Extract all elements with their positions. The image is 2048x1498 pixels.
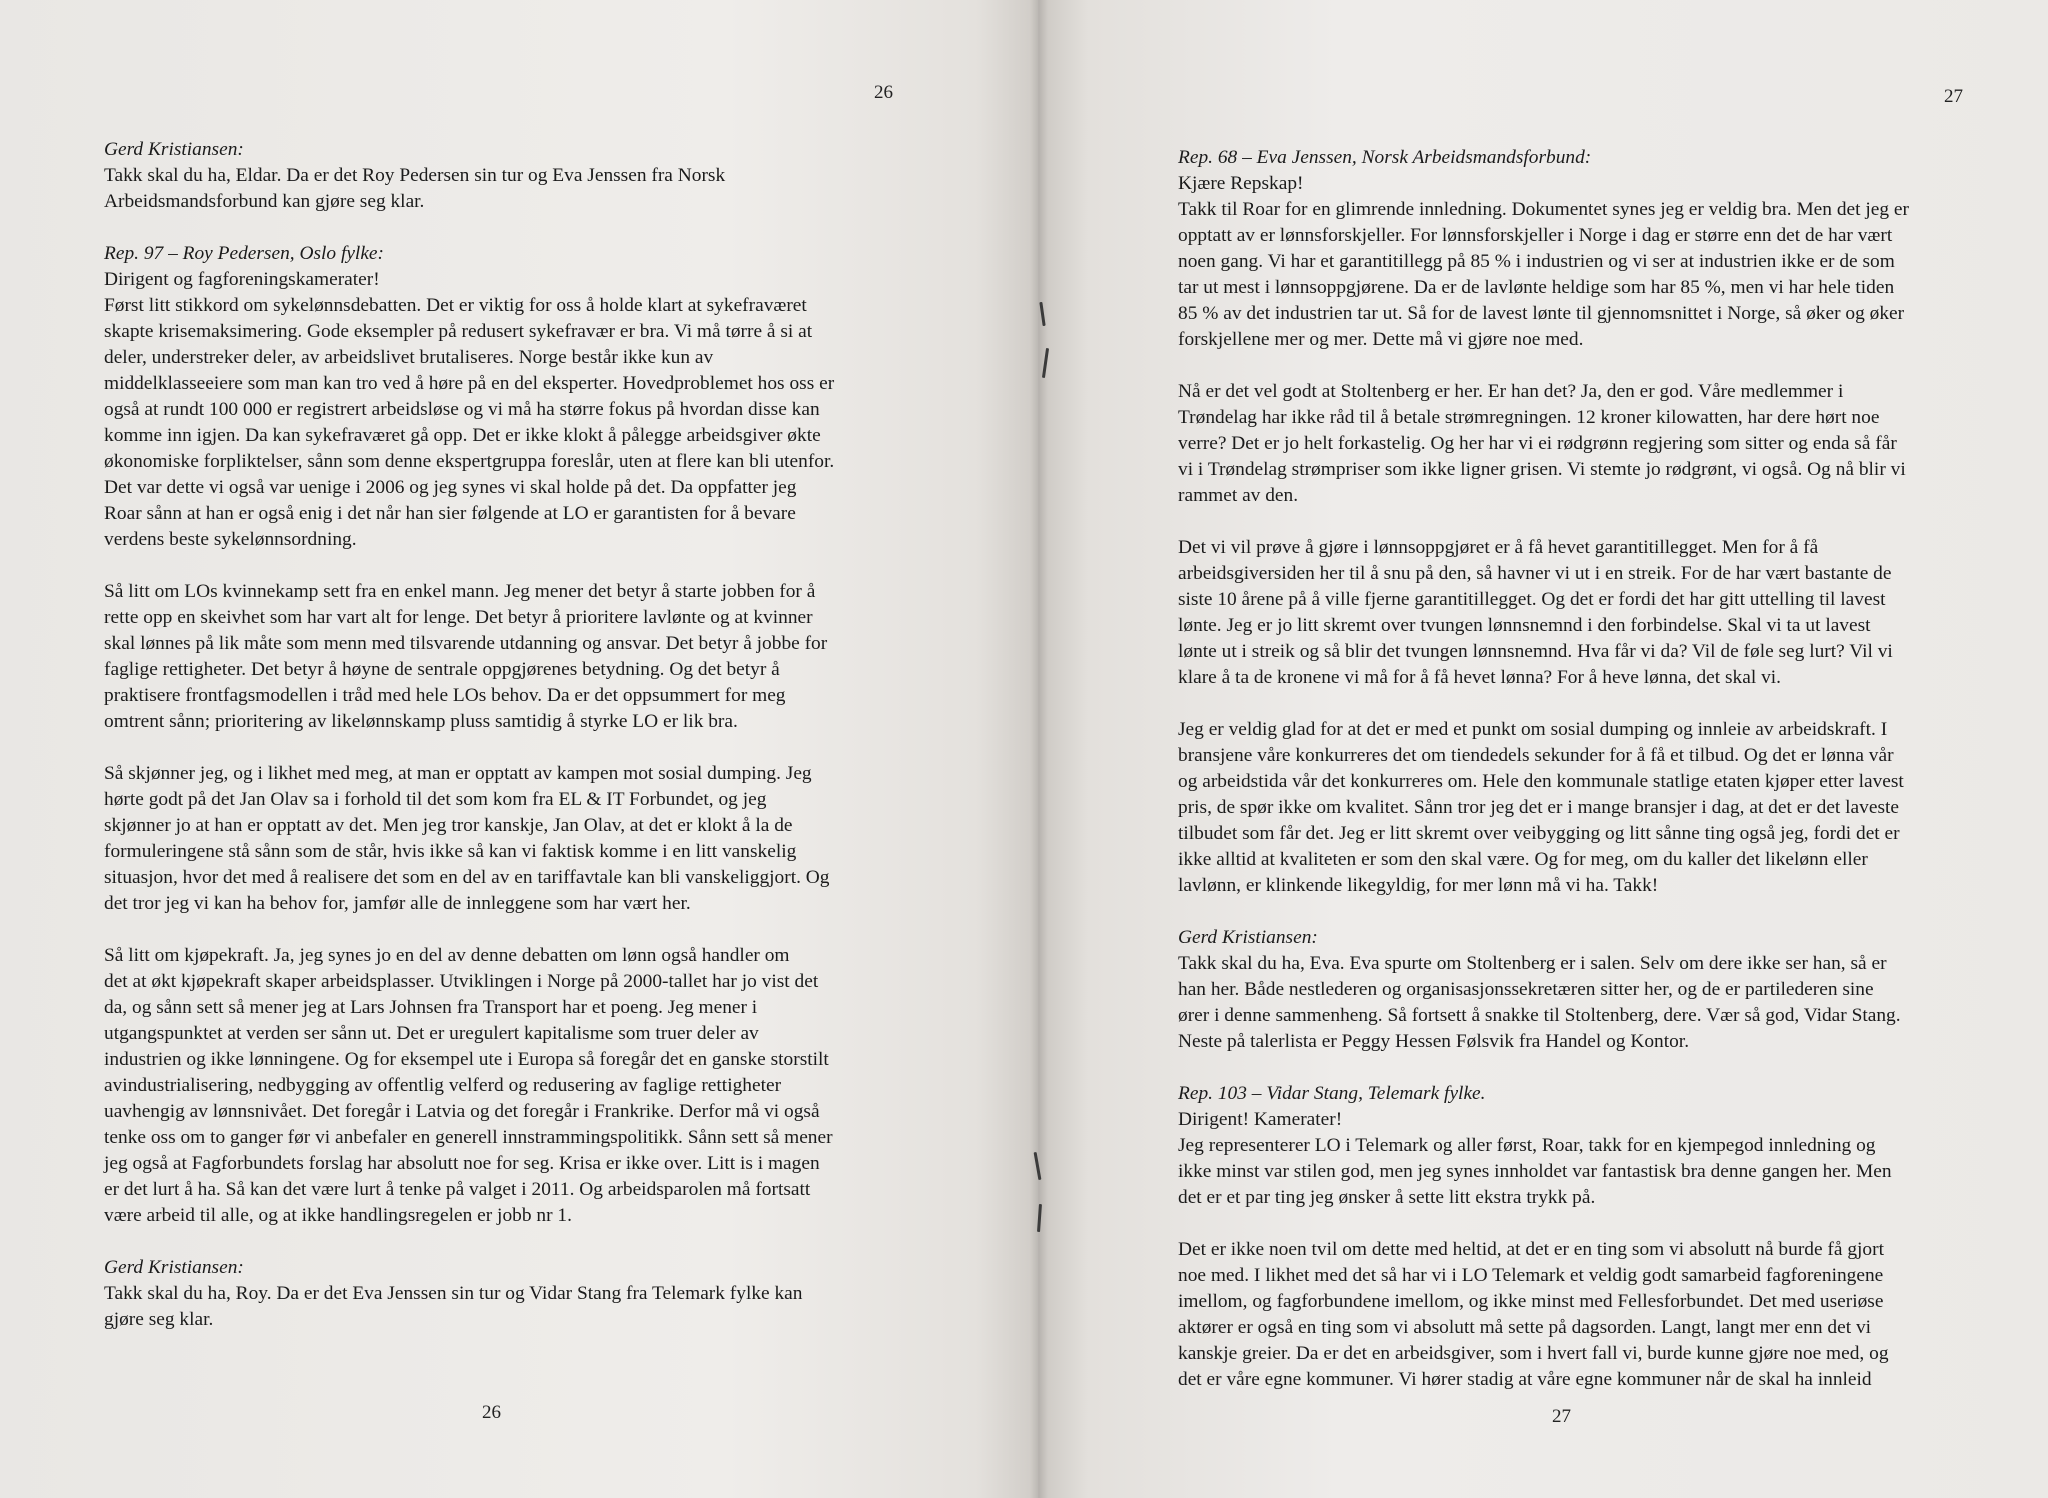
text-line: tilbudet som får det. Jeg er litt skremt over veibygging og litt sånne ting også jeg, fordi det er: [1178, 823, 1900, 844]
text-line: bransjene våre konkurreres det om tiendedels sekunder for å få et tilbud. Og det er lønna vår: [1178, 745, 1894, 766]
text-line: Det er ikke noen tvil om dette med heltid, at det er en ting som vi absolutt nå burde få gjort: [1178, 1239, 1884, 1260]
paragraph: [1178, 535, 1909, 691]
book-gutter: [1030, 0, 1048, 1498]
speaker-heading: Rep. 103 – Vidar Stang, Telemark fylke.: [1178, 1083, 1486, 1104]
text-line: lønte. Jeg er jo litt skremt over tvungen lønnsnemnd i den forbindelse. Skal vi ta ut lavest: [1178, 615, 1871, 636]
text-line: forskjellene mer og mer. Dette må vi gjøre noe med.: [1178, 329, 1584, 350]
paragraph: [104, 241, 834, 553]
text-line: utgangspunktet at verden ser sånn ut. Det er uregulert kapitalisme som truer deler av: [104, 1023, 759, 1044]
paragraph: [104, 579, 834, 735]
right-page: [1038, 0, 2048, 1498]
text-line: avindustrialisering, nedbygging av offentlig velferd og redusering av faglige rettigheter: [104, 1075, 782, 1096]
speaker-heading: Gerd Kristiansen:: [104, 139, 244, 160]
text-line: tenke oss om to ganger før vi anbefaler en generell innstrammingspolitikk. Sånn sett så mener: [104, 1127, 833, 1148]
text-line: Jeg representerer LO i Telemark og aller først, Roar, takk for en kjempegod innledning og: [1178, 1135, 1876, 1156]
text-line: ører i denne sammenheng. Så fortsett å snakke til Stoltenberg, dere. Vær så god, Vidar Stang.: [1178, 1005, 1901, 1026]
text-line: Trøndelag har ikke råd til å betale strømregningen. 12 kroner kilowatten, har dere hørt noe: [1178, 407, 1880, 428]
text-line: det er et par ting jeg ønsker å sette litt ekstra trykk på.: [1178, 1187, 1596, 1208]
text-line: aktører er også en ting som vi absolutt må sette på dagsorden. Langt, langt mer enn det vi: [1178, 1317, 1872, 1338]
text-line: Det var dette vi også var uenige i 2006 og jeg synes vi skal holde på det. Da oppfatter jeg: [104, 477, 797, 498]
text-line: ikke minst var stilen god, men jeg synes innholdet var fantastisk bra denne gangen her. Men: [1178, 1161, 1892, 1182]
text-line: 85 % av det industrien tar ut. Så for de lavest lønte til gjennomsnittet i Norge, så øker og øker: [1178, 303, 1905, 324]
text-line: deler, understreker deler, av arbeidslivet brutaliseres. Norge består ikke kun av: [104, 347, 714, 368]
text-line: komme inn igjen. Da kan sykefraværet gå opp. Det er ikke klokt å pålegge arbeidsgiver økte: [104, 425, 821, 446]
text-line: Takk skal du ha, Eldar. Da er det Roy Pedersen sin tur og Eva Jenssen fra Norsk: [104, 165, 726, 186]
text-line: kanskje greier. Da er det en arbeidsgiver, som i hvert fall vi, burde kunne gjøre noe med, og: [1178, 1343, 1889, 1364]
text-line: Arbeidsmandsforbund kan gjøre seg klar.: [104, 191, 425, 212]
text-line: Takk til Roar for en glimrende innledning. Dokumentet synes jeg er veldig bra. Men det jeg er: [1178, 199, 1909, 220]
text-line: Dirigent! Kamerater!: [1178, 1109, 1343, 1130]
text-line: uavhengig av lønnsnivået. Det foregår i Latvia og det foregår i Frankrike. Derfor må vi også: [104, 1101, 820, 1122]
text-line: han her. Både nestlederen og organisasjonssekretæren sitter her, og de er partilederen sine: [1178, 979, 1874, 1000]
text-line: faglige rettigheter. Det betyr å høyne de sentrale oppgjørenes betydning. Og det betyr å: [104, 659, 780, 680]
text-line: noen gang. Vi har et garantitillegg på 85 % i industrien og vi ser at industrien ikke er de som: [1178, 251, 1895, 272]
text-line: Roar sånn at han er også enig i det når han sier følgende at LO er garantisten for å bevare: [104, 503, 796, 524]
text-line: praktisere frontfagsmodellen i tråd med hele LOs behov. Da er det oppsummert for meg: [104, 685, 786, 706]
text-line: Takk skal du ha, Eva. Eva spurte om Stoltenberg er i salen. Selv om dere ikke ser han, så er: [1178, 953, 1887, 974]
text-line: gjøre seg klar.: [104, 1309, 214, 1330]
paragraph: [1178, 1081, 1909, 1211]
text-line: også at rundt 100 000 er registrert arbeidsløse og vi må ha større fokus på hvordan disse kan: [104, 399, 820, 420]
text-line: være arbeid til alle, og at ikke handlingsregelen er jobb nr 1.: [104, 1205, 572, 1226]
page-number-top: 26: [874, 82, 893, 103]
speaker-heading: Rep. 97 – Roy Pedersen, Oslo fylke:: [104, 243, 384, 264]
text-line: er det lurt å ha. Så kan det være lurt å tenke på valget i 2011. Og arbeidsparolen må fortsatt: [104, 1179, 811, 1200]
paragraph: [1178, 379, 1909, 509]
text-line: verre? Det er jo helt forkastelig. Og her har vi ei rødgrønn regjering som sitter og enda så får: [1178, 433, 1897, 454]
paragraph: [1178, 925, 1909, 1055]
page-number-top: 27: [1944, 86, 1963, 107]
text-line: Jeg er veldig glad for at det er med et punkt om sosial dumping og innleie av arbeidskraft. I: [1178, 719, 1888, 740]
text-line: Så litt om LOs kvinnekamp sett fra en enkel mann. Jeg mener det betyr å starte jobben for å: [104, 581, 816, 602]
text-line: økonomiske forpliktelser, sånn som denne ekspertgruppa foreslår, uten at flere kan bli utenfor.: [104, 451, 835, 472]
text-line: omtrent sånn; prioritering av likelønnskamp pluss samtidig å styrke LO er lik bra.: [104, 711, 738, 732]
text-line: Neste på talerlista er Peggy Hessen Følsvik fra Handel og Kontor.: [1178, 1031, 1690, 1052]
text-line: klare å ta de kronene vi må for å få hevet lønna? For å heve lønna, det skal vi.: [1178, 667, 1782, 688]
left-page-text: [104, 137, 834, 1333]
text-line: verdens beste sykelønnsordning.: [104, 529, 357, 550]
text-line: vi i Trøndelag strømpriser som ikke ligner grisen. Vi stemte jo rødgrønt, vi også. Og nå blir vi: [1178, 459, 1906, 480]
speaker-heading: Gerd Kristiansen:: [1178, 927, 1318, 948]
text-line: Først litt stikkord om sykelønnsdebatten. Det er viktig for oss å holde klart at sykefraværet: [104, 295, 807, 316]
text-line: ikke alltid at kvaliteten er som den skal være. Og for meg, om du kaller det likelønn eller: [1178, 849, 1868, 870]
speaker-heading: Rep. 68 – Eva Jenssen, Norsk Arbeidsmandsforbund:: [1178, 147, 1592, 168]
text-line: da, og sånn sett så mener jeg at Lars Johnsen fra Transport har et poeng. Jeg mener i: [104, 997, 758, 1018]
paragraph: [1178, 145, 1909, 353]
text-line: det at økt kjøpekraft skaper arbeidsplasser. Utviklingen i Norge på 2000-tallet har jo vist det: [104, 971, 819, 992]
text-line: skal lønnes på lik måte som menn med tilsvarende utdanning og ansvar. Det betyr å jobbe for: [104, 633, 828, 654]
text-line: hørte godt på det Jan Olav sa i forhold til det som kom fra EL & IT Forbundet, og jeg: [104, 789, 767, 810]
text-line: rammet av den.: [1178, 485, 1299, 506]
text-line: Det vi vil prøve å gjøre i lønnsoppgjøret er å få hevet garantitillegget. Men for å få: [1178, 537, 1819, 558]
text-line: skjønner jo at han er opptatt av det. Men jeg tror kanskje, Jan Olav, at det er klokt å la de: [104, 815, 793, 836]
speaker-heading: Gerd Kristiansen:: [104, 1257, 244, 1278]
text-line: det er våre egne kommuner. Vi hører stadig at våre egne kommuner når de skal ha innleid: [1178, 1369, 1872, 1390]
paragraph: [104, 137, 834, 215]
text-line: Kjære Repskap!: [1178, 173, 1304, 194]
paragraph: [104, 761, 834, 917]
text-line: siste 10 årene på å ville fjerne garantitillegget. Og det er fordi det har gitt uttelling til lavest: [1178, 589, 1886, 610]
text-line: lønte ut i streik og så blir det tvungen lønnsnemnd. Hva får vi da? Vil de føle seg lurt? Vil vi: [1178, 641, 1893, 662]
page-number-bottom: 26: [482, 1402, 501, 1423]
text-line: rette opp en skeivhet som har vart alt for lenge. Det betyr å prioritere lavlønte og at kvinner: [104, 607, 813, 628]
text-line: imellom, og fagforbundene imellom, og ikke minst med Fellesforbundet. Det med useriøse: [1178, 1291, 1884, 1312]
text-line: industrien og ikke lønningene. Og for eksempel ute i Europa så foregår det en ganske storstilt: [104, 1049, 829, 1070]
paragraph: [104, 943, 834, 1229]
text-line: situasjon, hvor det med å realisere det som en del av en tariffavtale kan bli vanskeliggjort. Og: [104, 867, 830, 888]
text-line: Dirigent og fagforeningskamerater!: [104, 269, 380, 290]
text-line: det tror jeg vi kan ha behov for, jamfør alle de innleggene som har vært her.: [104, 893, 691, 914]
paragraph: [1178, 717, 1909, 899]
page-number-bottom: 27: [1552, 1406, 1571, 1427]
text-line: lavlønn, er klinkende likegyldig, for mer lønn må vi ha. Takk!: [1178, 875, 1659, 896]
paragraph: [1178, 1237, 1909, 1393]
text-line: jeg også at Fagforbundets forslag har absolutt noe for seg. Krisa er ikke over. Litt is i magen: [104, 1153, 820, 1174]
text-line: skapte krisemaksimering. Gode eksempler på redusert sykefravær er bra. Vi må tørre å si at: [104, 321, 813, 342]
text-line: Nå er det vel godt at Stoltenberg er her. Er han det? Ja, den er god. Våre medlemmer i: [1178, 381, 1844, 402]
text-line: middelklasseeiere som man kan tro ved å høre på en del eksperter. Hovedproblemet hos oss er: [104, 373, 835, 394]
paragraph: [104, 1255, 834, 1333]
right-page-text: [1178, 145, 1909, 1393]
text-line: Takk skal du ha, Roy. Da er det Eva Jenssen sin tur og Vidar Stang fra Telemark fylke kan: [104, 1283, 803, 1304]
text-line: arbeidsgiversiden her til å snu på den, så havner vi ut i en streik. For de har vært bastante de: [1178, 563, 1892, 584]
text-line: pris, de spør ikke om kvalitet. Sånn tror jeg det er i mange bransjer i dag, at det er det laveste: [1178, 797, 1899, 818]
text-line: formuleringene stå sånn som de står, hvis ikke så kan vi faktisk komme i en litt vanskelig: [104, 841, 797, 862]
text-line: Så skjønner jeg, og i likhet med meg, at man er opptatt av kampen mot sosial dumping. Jeg: [104, 763, 812, 784]
text-line: noe med. I likhet med det så har vi i LO Telemark et veldig godt samarbeid fagforeningene: [1178, 1265, 1884, 1286]
text-line: tar ut mest i lønnsoppgjørene. Da er de lavlønte heldige som har 85 %, men vi har hele tiden: [1178, 277, 1895, 298]
text-line: opptatt av er lønnsforskjeller. For lønnsforskjeller i Norge i dag er større enn det de har vært: [1178, 225, 1893, 246]
text-line: Så litt om kjøpekraft. Ja, jeg synes jo en del av denne debatten om lønn også handler om: [104, 945, 790, 966]
text-line: og arbeidstida vår det konkurreres om. Hele den kommunale statlige etaten kjøper etter lavest: [1178, 771, 1904, 792]
